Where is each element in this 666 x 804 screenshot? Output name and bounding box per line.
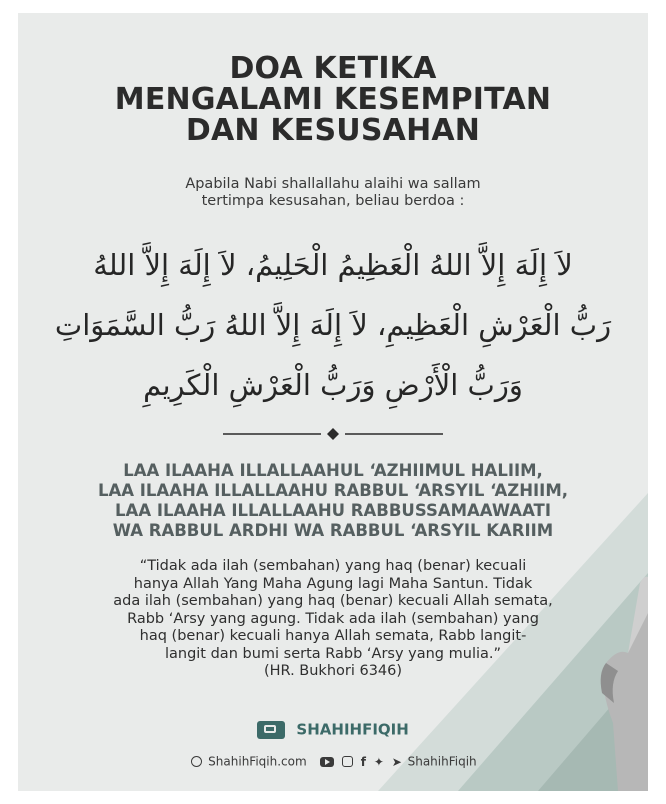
translation-line: ada ilah (sembahan) yang haq (benar) kecuali Allah semata,	[113, 593, 553, 609]
page-title	[18, 53, 648, 146]
latin-line: LAA ILAAHA ILLALLAAHUL ‘AZHIIMUL HALIIM,	[123, 461, 543, 480]
arabic-line: وَرَبُّ الْأَرْضِ وَرَبُّ الْعَرْشِ الْكَرِيمِ	[143, 368, 523, 402]
brand-name: SHAHIHFIQIH	[296, 720, 409, 739]
translation-line: Rabb ‘Arsy yang agung. Tidak ada ilah (sembahan) yang	[127, 610, 539, 627]
translation-line: haq (benar) kecuali hanya Allah semata, Rabb langit-	[139, 628, 527, 644]
translation-line: hanya Allah Yang Maha Agung lagi Maha Santun. Tidak	[133, 575, 533, 592]
social-handle[interactable]: ShahihFiqih	[407, 754, 477, 769]
telegram-icon[interactable]: ➤	[391, 754, 402, 769]
brand	[18, 720, 648, 739]
website-link[interactable]: ShahihFiqih.com	[208, 754, 307, 769]
intro-text	[18, 176, 648, 210]
hadith-reference: (HR. Bukhori 6346)	[263, 663, 403, 679]
brand-logo-icon	[257, 721, 285, 739]
facebook-icon[interactable]: f	[360, 754, 366, 769]
poster	[18, 13, 648, 791]
latin-line: WA RABBUL ARDHI WA RABBUL ‘ARSYIL KARIIM	[112, 521, 554, 540]
intro-line: tertimpa kesusahan, beliau berdoa :	[201, 193, 465, 209]
translation-line: langit dan bumi serta Rabb ‘Arsy yang mulia.”	[164, 645, 502, 662]
latin-line: LAA ILAAHA ILLALLAAHU RABBUL ‘ARSYIL ‘AZHIIM,	[97, 481, 569, 500]
ornament-divider	[223, 427, 443, 441]
footer	[18, 754, 648, 769]
translation-line: “Tidak ada ilah (sembahan) yang haq (benar) kecuali	[139, 558, 527, 574]
arabic-line: لاَ إِلَهَ إِلاَّ اللهُ الْعَظِيمُ الْحَلِيمُ، لاَ إِلَهَ إِلاَّ اللهُ	[93, 248, 573, 282]
latin-transliteration	[18, 461, 648, 541]
globe-icon	[191, 756, 202, 767]
instagram-icon[interactable]	[342, 756, 353, 767]
intro-line: Apabila Nabi shallallahu alaihi wa sallam	[185, 176, 481, 192]
arabic-prayer	[38, 235, 628, 415]
latin-line: LAA ILAAHA ILLALLAAHU RABBUSSAMAAWAATI	[115, 501, 551, 520]
title-line: MENGALAMI KESEMPITAN	[114, 82, 552, 117]
title-line: DOA KETIKA	[229, 51, 437, 86]
title-line: DAN KESUSAHAN	[185, 113, 481, 148]
twitter-icon[interactable]: ✦	[373, 754, 384, 769]
translation-text	[58, 558, 608, 681]
youtube-icon[interactable]	[320, 757, 334, 767]
arabic-line: رَبُّ الْعَرْشِ الْعَظِيمِ، لاَ إِلَهَ إِلاَّ اللهُ رَبُّ السَّمَوَاتِ	[54, 308, 612, 342]
